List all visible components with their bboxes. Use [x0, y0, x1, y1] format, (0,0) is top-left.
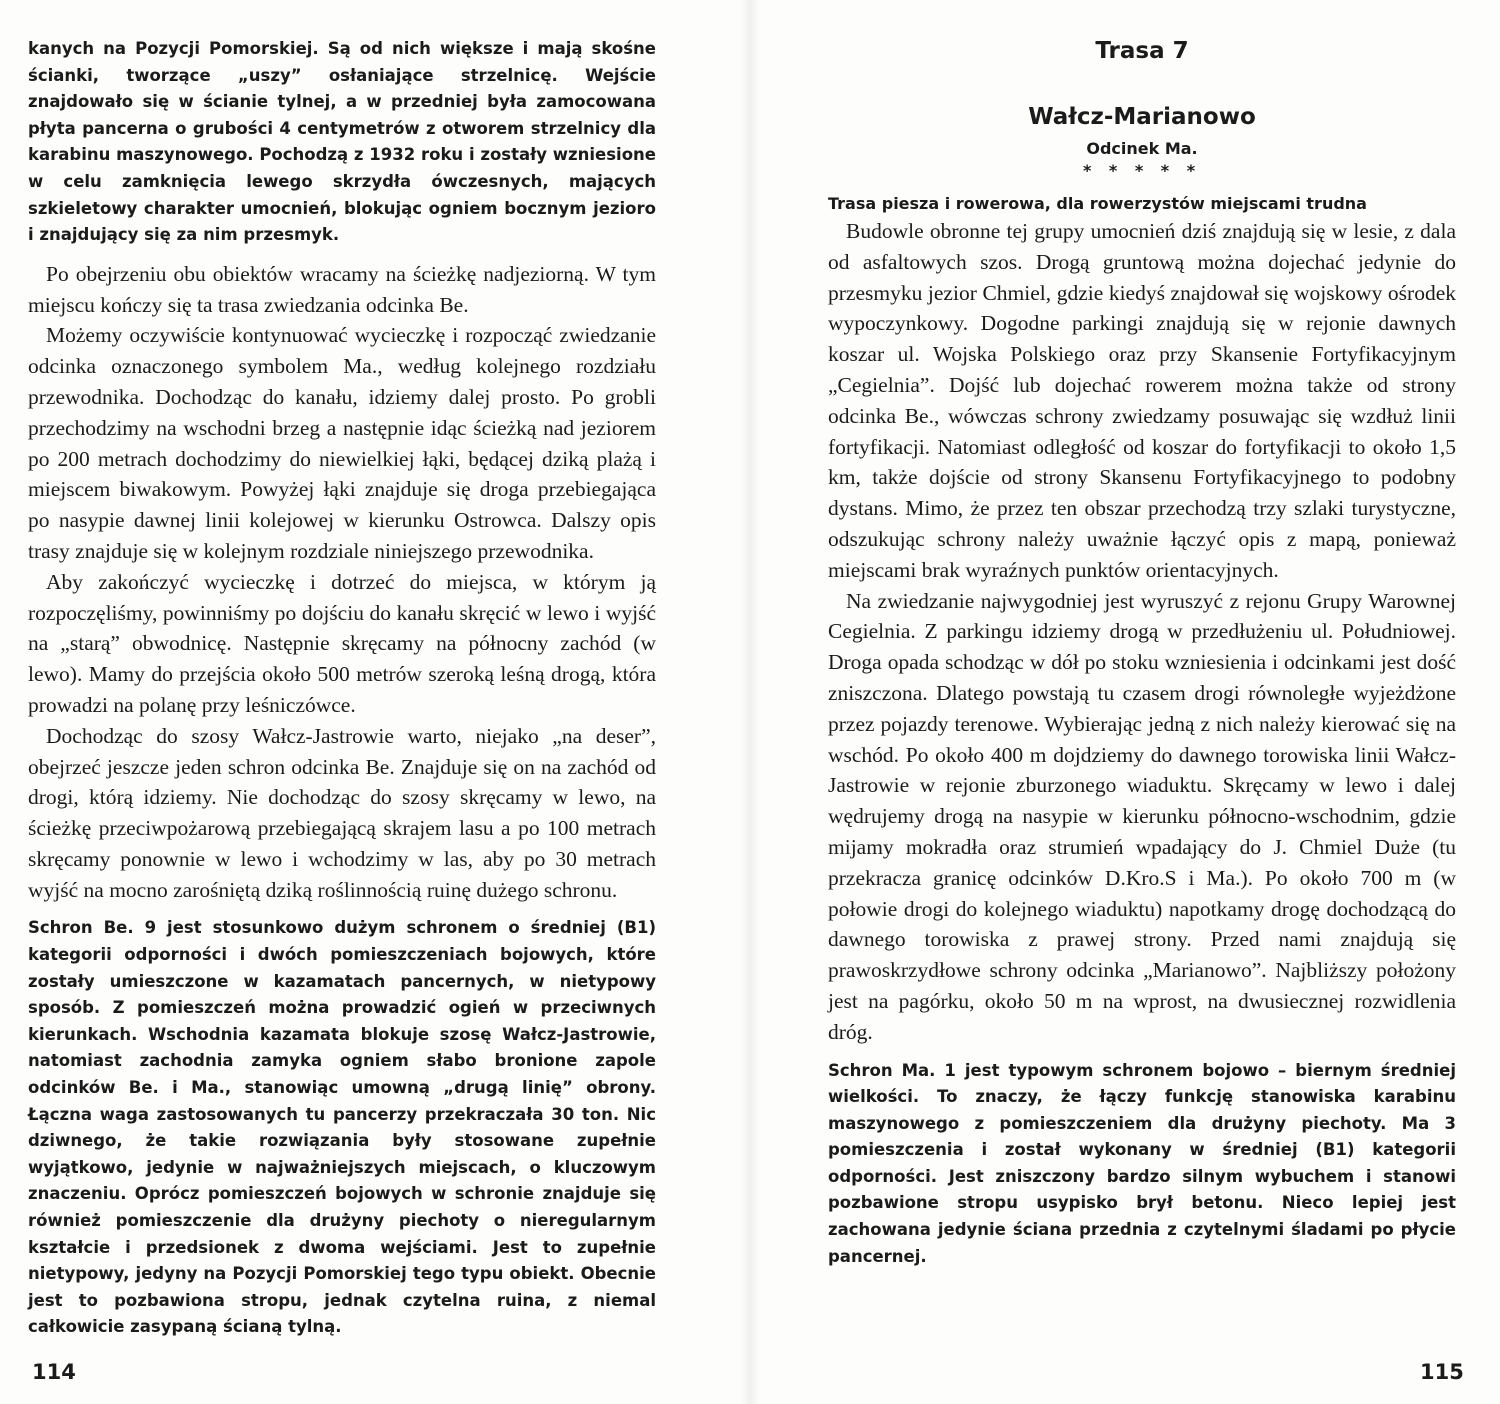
right-paragraph-3: Schron Ma. 1 jest typowym schronem bojowo – biernym średniej wielkości. To znaczy, że łączy funkcję stanowiska karabinu maszynowego z pomieszczeniem dla drużyny piechoty. Ma 3 pomieszczenia i został wykonany w średniej (B1) kategorii odporności. Jest zniszczony bardzo silnym wybuchem i stanowi pozbawione stropu usypisko brył betonu. Nieco lepiej jest zachowana jedynie ściana przednia z czytelnymi śladami po płycie pancernej. [828, 1060, 1456, 1266]
difficulty-stars: * * * * * [1082, 161, 1202, 180]
right-text-column [828, 36, 1456, 1270]
page-number-left: 114 [32, 1360, 76, 1384]
left-text-column [28, 36, 656, 1341]
right-paragraph-2: Na zwiedzanie najwygodniej jest wyruszyć z rejonu Grupy Warownej Cegielnia. Z parkingu idziemy drogą w przedłużeniu ul. Południowej. Droga opada schodząc w dół po stoku wzniesienia i odcinkami jest dość zniszczona. Dlatego powstają tu czasem drogi równoległe wyjeżdżone przez pojazdy terenowe. Wybierając jedną z nich należy kierować się na wschód. Po około 400 m dojdziemy do dawnego torowiska linii Wałcz-Jastrowie w rejonie zburzonego wiaduktu. Skręcamy w lewo i dalej wędrujemy drogą na nasypie w kierunku północno-wschodnim, gdzie mijamy mokradła oraz strumień wpadający do J. Chmiel Duże (tu przekracza granicę odcinków D.Kro.S i Ma.). Po około 700 m (w połowie drogi do kolejnego wiaduktu) napotkamy drogę dochodzącą do dawnego torowiska z prawej strony. Przed nami znajdują się prawoskrzydłowe schrony odcinka „Marianowo”. Najbliższy położony jest na pagórku, około 50 m na wprost, na dwusiecznej rozwidlenia dróg. [828, 588, 1456, 1044]
right-paragraph-1: Budowle obronne tej grupy umocnień dziś znajdują się w lesie, z dala od asfaltowych szos. Drogą gruntową można dojechać jedynie do przesmyku jezior Chmiel, gdzie kiedyś znajdował się wojskowy ośrodek wypoczynkowy. Dogodne parkingi znajdują się w rejonie dawnych koszar ul. Wojska Polskiego oraz przy Skansenie Fortyfikacyjnym „Cegielnia”. Dojść lub dojechać rowerem można także od strony odcinka Be., wówczas schrony zwiedzamy posuwając się wzdłuż linii fortyfikacji. Natomiast odległość od koszar do fortyfikacji to około 1,5 km, także dojście od strony Skansenu Fortyfikacyjnego to podobny dystans. Mimo, że przez ten obszar przechodzą trzy szlaki turystyczne, odszukując schrony należy uważnie łączyć opis z mapą, ponieważ miejscami brak wyraźnych punktów orientacyjnych. [828, 219, 1456, 582]
chapter-title: Wałcz-Marianowo [1028, 104, 1256, 130]
route-subtitle: Trasa piesza i rowerowa, dla rowerzystów miejscami trudna [828, 194, 1367, 213]
left-paragraph-3: Możemy oczywiście kontynuować wycieczkę i rozpocząć zwiedzanie odcinka oznaczonego symbolem Ma., według kolejnego rozdziału przewodnika. Dochodząc do kanału, idziemy dalej prosto. Po grobli przechodzimy na wschodni brzeg a następnie idąc ścieżką nad jeziorem po 200 metrach dochodzimy do niewielkiej łąki, będącej dziką plażą i miejscem biwakowym. Powyżej łąki znajduje się droga przebiegająca po nasypie dawnej linii kolejowej w kierunku Ostrowca. Dalszy opis trasy znajduje się w kolejnym rozdziale niniejszego przewodnika. [28, 323, 656, 563]
left-paragraph-6: Schron Be. 9 jest stosunkowo dużym schronem o średniej (B1) kategorii odporności i dwóch pomieszczeniach bojowych, które zostały umieszczone w kazamatach pancernych, w nietypowy sposób. Z pomieszczeń można prowadzić ogień w przeciwnych kierunkach. Wschodnia kazamata blokuje szosę Wałcz-Jastrowie, natomiast zachodnia zamyka ogniem słabo bronione zapole odcinków Be. i Ma., stanowiąc umowną „drugą linię” obrony. Łączna waga zastosowanych tu pancerzy przekraczała 30 ton. Nic dziwnego, że takie rozwiązania były stosowane zupełnie wyjątkowo, jedynie w najważniejszych miejscach, o kluczowym znaczeniu. Oprócz pomieszczeń bojowych w schronie znajduje się również pomieszczenie dla drużyny piechoty o nieregularnym kształcie i przedsionek z dwoma wejściami. Jest to zupełnie nietypowy, jedyny na Pozycji Pomorskiej tego typu obiekt. Obecnie jest to pozbawiona stropu, jednak czytelna ruina, z niemal całkowicie zasypaną ścianą tylną. [28, 918, 656, 1337]
right-page [750, 0, 1500, 1404]
left-paragraph-1: kanych na Pozycji Pomorskiej. Są od nich większe i mają skośne ścianki, tworzące „uszy” osłaniające strzelnicę. Wejście znajdowało się w ścianie tylnej, a w przedniej była zamocowana płyta pancerna o grubości 4 centymetrów z otworem strzelnicy dla karabinu maszynowego. Pochodzą z 1932 roku i zostały wzniesione w celu zamknięcia lewego skrzydła ówczesnych, mających szkieletowy charakter umocnień, blokując ogniem bocznym jezioro i znajdujący się za nim przesmyk. [28, 39, 656, 245]
section-label: Odcinek Ma. [1086, 139, 1198, 158]
route-heading: Trasa 7 [1095, 38, 1189, 64]
page-number-right: 115 [1420, 1360, 1464, 1384]
left-paragraph-2: Po obejrzeniu obu obiektów wracamy na ścieżkę nadjeziorną. W tym miejscu kończy się ta trasa zwiedzania odcinka Be. [28, 261, 656, 317]
left-paragraph-4: Aby zakończyć wycieczkę i dotrzeć do miejsca, w którym ją rozpoczęliśmy, powinniśmy po dojściu do kanału skręcić w lewo i wyjść na „starą” obwodnicę. Następnie skręcamy na północny zachód (w lewo). Mamy do przejścia około 500 metrów szeroką leśną drogą, która prowadzi na polanę przy leśniczówce. [28, 569, 656, 717]
left-paragraph-5: Dochodząc do szosy Wałcz-Jastrowie warto, niejako „na deser”, obejrzeć jeszcze jeden schron odcinka Be. Znajduje się on na zachód od drogi, którą idziemy. Nie dochodząc do szosy skręcamy w lewo, na ścieżkę przeciwpożarową przebiegającą skrajem lasu a po 100 metrach skręcamy ponownie w lewo i wchodzimy w las, aby po 30 metrach wyjść na mocno zarośniętą dziką roślinnością ruinę dużego schronu. [28, 723, 656, 902]
